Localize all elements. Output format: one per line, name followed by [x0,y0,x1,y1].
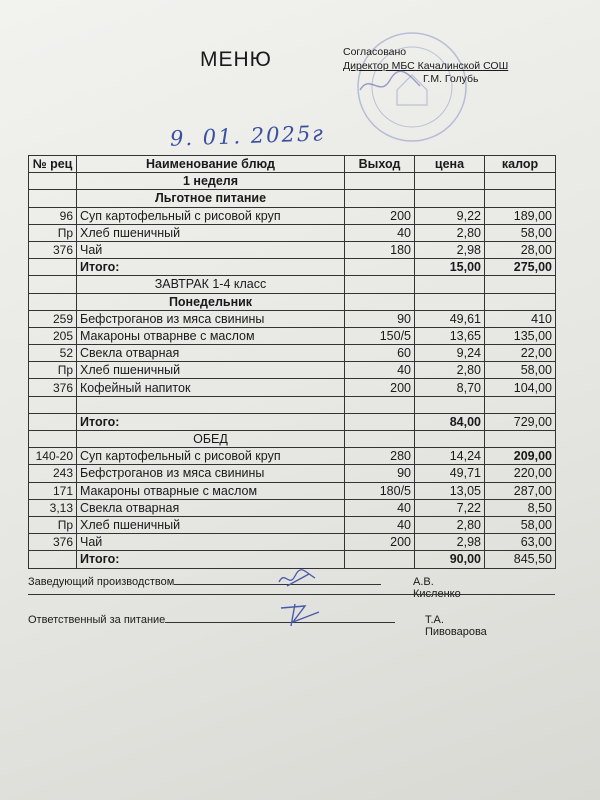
table-row [29,224,556,241]
manager-label: Заведующий производством [28,576,175,588]
table-row [29,362,556,379]
dish-name: Хлеб пшеничный [77,516,345,533]
output-value: 40 [345,224,415,241]
calories-value: 410 [485,310,556,327]
table-row [29,327,556,344]
responsible-line [28,614,487,638]
section-breakfast: ЗАВТРАК 1-4 класс [77,276,345,293]
calories-value: 63,00 [485,534,556,551]
table-row [29,534,556,551]
calories-value: 58,00 [485,362,556,379]
calories-value: 220,00 [485,465,556,482]
total-calories: 845,50 [485,551,556,568]
total-row [29,551,556,568]
recipe-code: 171 [29,482,77,499]
recipe-code: 243 [29,465,77,482]
col-header-name: Наименование блюд [77,156,345,173]
output-value: 180 [345,241,415,258]
lunch-rows [29,448,556,551]
dish-name: Кофейный напиток [77,379,345,396]
responsible-signature [275,600,330,628]
calories-value: 28,00 [485,241,556,258]
week-label: 1 неделя [77,173,345,190]
table-row [29,207,556,224]
price-value: 49,61 [415,310,485,327]
price-value: 14,24 [415,448,485,465]
total-calories: 275,00 [485,259,556,276]
output-value: 60 [345,345,415,362]
output-value: 280 [345,448,415,465]
output-value: 200 [345,379,415,396]
recipe-code: Пр [29,516,77,533]
dish-name: Свекла отварная [77,345,345,362]
approval-line-2: Директор МБС Качалинской СОШ [343,59,509,72]
recipe-code: 52 [29,345,77,362]
table-row [29,345,556,362]
price-value: 7,22 [415,499,485,516]
dish-name: Хлеб пшеничный [77,224,345,241]
col-header-code: № рец [29,156,77,173]
calories-value: 189,00 [485,207,556,224]
dish-name: Хлеб пшеничный [77,362,345,379]
output-value: 200 [345,207,415,224]
col-header-output: Выход [345,156,415,173]
recipe-code: Пр [29,362,77,379]
recipe-code: 140-20 [29,448,77,465]
lgotnoe-rows [29,207,556,259]
total-label: Итого: [77,551,345,568]
week-row [29,173,556,190]
menu-table [28,155,556,569]
price-value: 49,71 [415,465,485,482]
price-value: 2,80 [415,224,485,241]
price-value: 9,24 [415,345,485,362]
price-value: 8,70 [415,379,485,396]
dish-name: Макароны отварнве с маслом [77,327,345,344]
calories-value: 8,50 [485,499,556,516]
responsible-label: Ответственный за питание [28,614,166,626]
total-price: 90,00 [415,551,485,568]
calories-value: 104,00 [485,379,556,396]
calories-value: 287,00 [485,482,556,499]
section-row [29,190,556,207]
price-value: 9,22 [415,207,485,224]
output-value: 180/5 [345,482,415,499]
dish-name: Свекла отварная [77,499,345,516]
output-value: 90 [345,465,415,482]
dish-name: Суп картофельный с рисовой круп [77,207,345,224]
output-value: 40 [345,516,415,533]
calories-value: 209,00 [485,448,556,465]
total-row [29,259,556,276]
table-row [29,448,556,465]
table-row [29,465,556,482]
output-value: 40 [345,499,415,516]
recipe-code: 376 [29,534,77,551]
calories-value: 58,00 [485,224,556,241]
spacer-row [29,396,556,413]
total-price: 15,00 [415,259,485,276]
calories-value: 22,00 [485,345,556,362]
price-value: 2,98 [415,241,485,258]
col-header-calories: калор [485,156,556,173]
approval-line-1: Согласовано [343,46,407,58]
day-label: Понедельник [77,293,345,310]
price-value: 2,80 [415,362,485,379]
total-price: 84,00 [415,413,485,430]
recipe-code: 205 [29,327,77,344]
output-value: 200 [345,534,415,551]
dish-name: Макароны отварные с маслом [77,482,345,499]
price-value: 13,05 [415,482,485,499]
calories-value: 135,00 [485,327,556,344]
recipe-code: 96 [29,207,77,224]
recipe-code: 376 [29,379,77,396]
recipe-code: 3,13 [29,499,77,516]
manager-line [28,576,461,600]
section-lunch: ОБЕД [77,431,345,448]
price-value: 13,65 [415,327,485,344]
dish-name: Бефстроганов из мяса свинины [77,465,345,482]
dish-name: Бефстроганов из мяса свинины [77,310,345,327]
table-header-row [29,156,556,173]
col-header-price: цена [415,156,485,173]
director-signature [355,68,425,100]
table-row [29,482,556,499]
output-value: 90 [345,310,415,327]
section-row [29,276,556,293]
section-lgotnoe: Льготное питание [77,190,345,207]
output-value: 150/5 [345,327,415,344]
price-value: 2,98 [415,534,485,551]
table-row [29,310,556,327]
table-row [29,499,556,516]
approval-line-3: Г.М. Голубь [423,73,479,85]
responsible-name: Т.А. Пивоварова [425,614,487,638]
total-label: Итого: [77,413,345,430]
dish-name: Суп картофельный с рисовой круп [77,448,345,465]
total-calories: 729,00 [485,413,556,430]
day-row [29,293,556,310]
recipe-code: 376 [29,241,77,258]
table-row [29,379,556,396]
table-row [29,516,556,533]
output-value: 40 [345,362,415,379]
manager-signature [275,568,320,590]
section-row [29,431,556,448]
total-row [29,413,556,430]
total-label: Итого: [77,259,345,276]
handwritten-date: 9. 01. 2025г [169,121,326,151]
manager-name: А.В. Кисленко [413,576,461,600]
recipe-code: Пр [29,224,77,241]
table-row [29,241,556,258]
price-value: 2,80 [415,516,485,533]
table-bottom-border [28,594,555,595]
dish-name: Чай [77,534,345,551]
dish-name: Чай [77,241,345,258]
calories-value: 58,00 [485,516,556,533]
breakfast-rows [29,310,556,396]
recipe-code: 259 [29,310,77,327]
page-title: МЕНЮ [200,48,272,71]
